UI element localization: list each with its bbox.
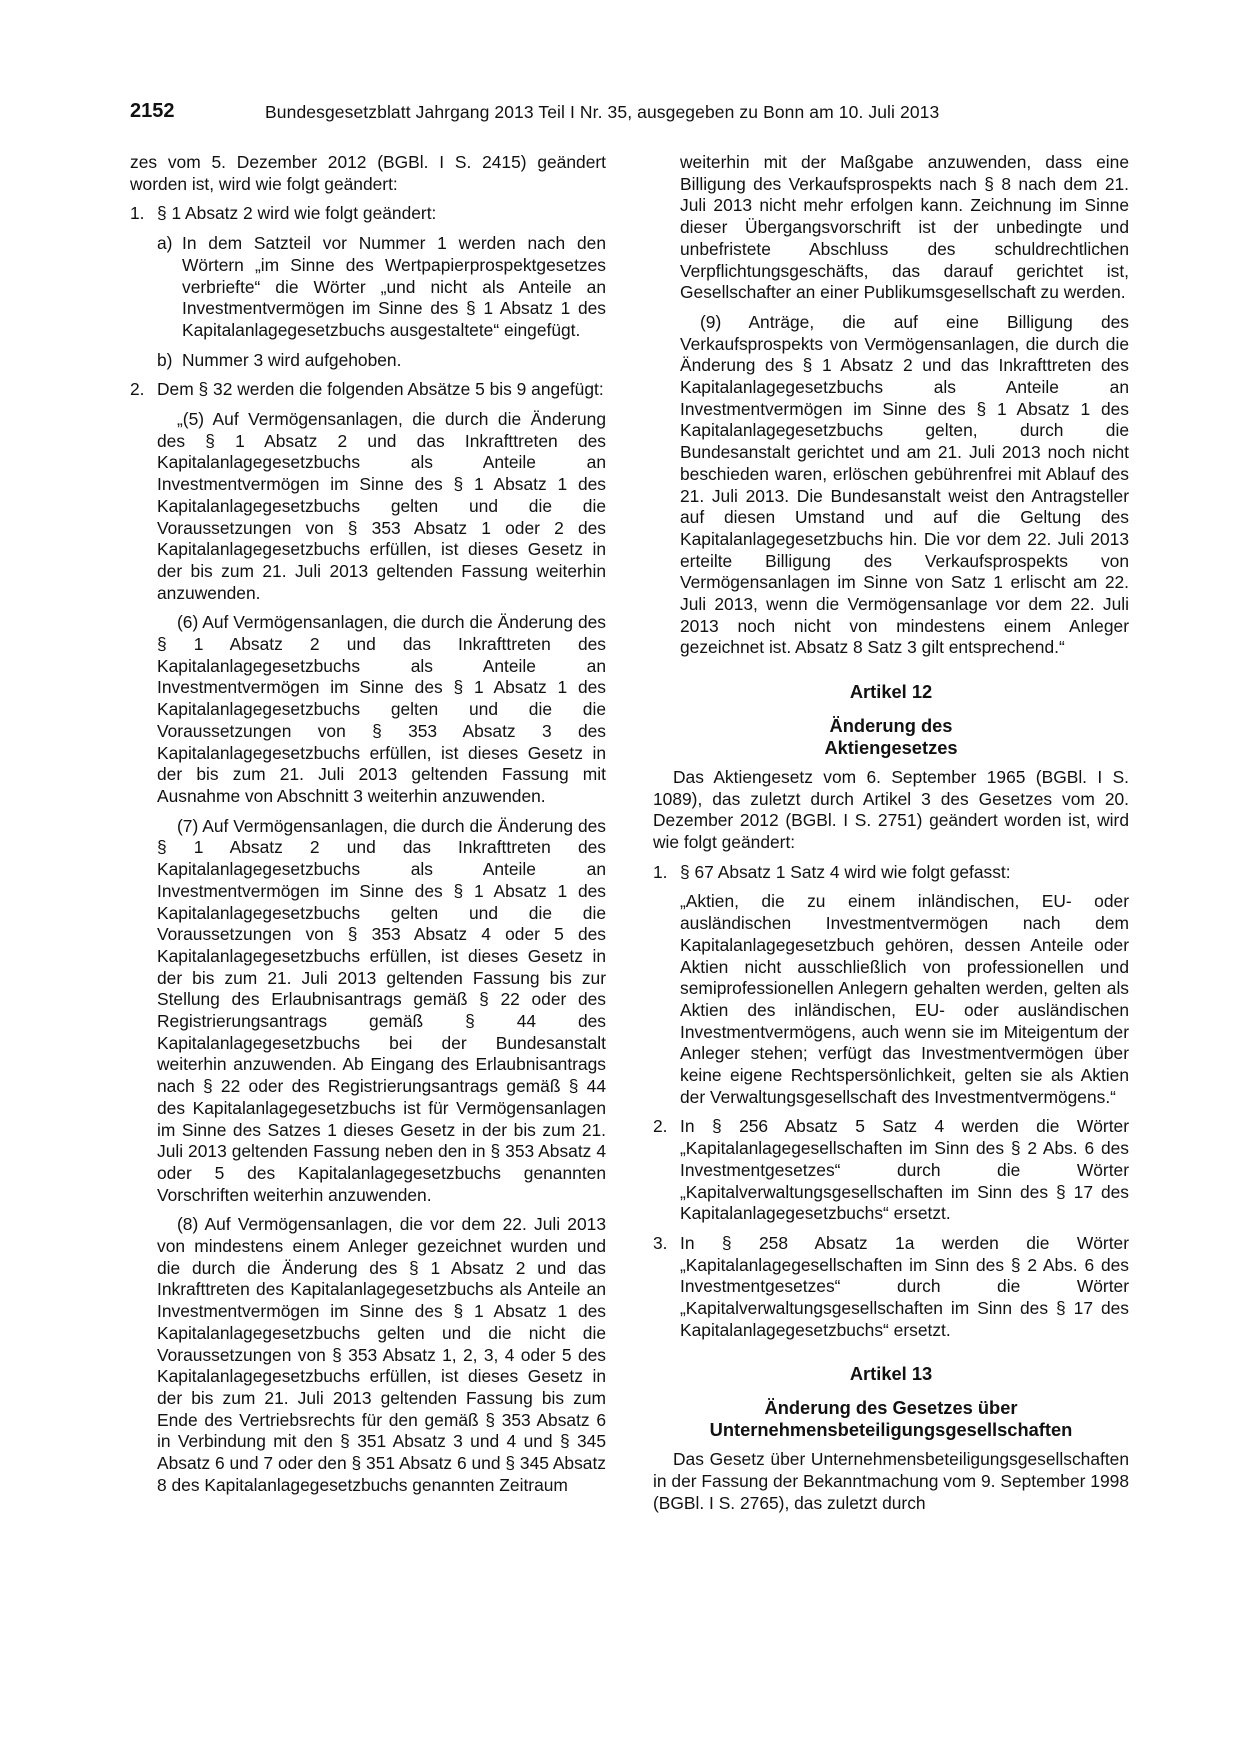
gazette-title: Bundesgesetzblatt Jahrgang 2013 Teil I Nr. 35, ausgegeben zu Bonn am 10. Juli 2013	[265, 102, 940, 122]
item-number: 3.	[653, 1232, 668, 1253]
item-number: 2.	[130, 379, 145, 400]
paragraph-abs6: (6) Auf Vermögensanlagen, die durch die Änderung des § 1 Absatz 2 und das Inkrafttreten des Kapitalanlagegesetzbuchs als Anteile an Investmentvermögen im Sinne des § 1 Absatz 1 des Kapitalanlagegesetzbuchs gelten und die die Voraussetzungen von § 353 Absatz 3 des Kapitalanlagegesetzbuchs erfüllen, ist dieses Gesetz in der bis zum 21. Juli 2013 geltenden Fassung mit Ausnahme von Abschnitt 3 weiterhin anzuwenden.	[157, 612, 606, 806]
page-number: 2152	[130, 100, 175, 122]
list-item-1	[130, 203, 606, 225]
article-13-title-line1: Änderung des Gesetzes über	[764, 1397, 1018, 1419]
item-number: 1.	[653, 861, 668, 882]
item-text: § 1 Absatz 2 wird wie folgt geändert:	[157, 203, 437, 224]
article-12-title-line2: Aktiengesetzes	[824, 736, 958, 758]
item-number: 1.	[130, 203, 145, 224]
item-text: In § 256 Absatz 5 Satz 4 werden die Wörter „Kapitalanlagegesellschaften im Sinn des § 2 Abs. 6 des Investmentgesetzes“ durch die Wörter „Kapitalverwaltungsgesellschaften im Sinn des § 17 des Kapitalanlagegesetzbuchs“ ersetzt.	[680, 1116, 1129, 1224]
sub-item-text: In dem Satzteil vor Nummer 1 werden nach den Wörtern „im Sinne des Wertpapierprospektgesetzes verbriefte“ die Wörter „und nicht als Anteile an Investmentvermögen im Sinne des § 1 Absatz 1 des Kapitalanlagegesetzbuchs ausgestaltete“ eingefügt.	[182, 233, 606, 340]
paragraph-abs7: (7) Auf Vermögensanlagen, die durch die Änderung des § 1 Absatz 2 und das Inkrafttreten des Kapitalanlagegesetzbuchs als Anteile an Investmentvermögen im Sinne des § 1 Absatz 1 des Kapitalanlagegesetzbuchs gelten und die die Voraussetzungen von § 353 Absatz 4 oder 5 des Kapitalanlagegesetzbuchs erfüllen, ist dieses Gesetz in der bis zum 21. Juli 2013 geltenden Fassung bis zur Stellung des Erlaubnisantrags gemäß § 22 oder des Registrierungsantrags gemäß § 44 des Kapitalanlagegesetzbuchs bei der Bundesanstalt weiterhin anzuwenden. Ab Eingang des Erlaubnisantrags nach § 22 oder des Registrierungsantrags gemäß § 44 des Kapitalanlagegesetzbuchs ist für Vermögensanlagen im Sinne des Satzes 1 dieses Gesetz in der bis zum 21. Juli 2013 geltenden Fassung neben den in § 353 Absatz 4 oder 5 des Kapitalanlagegesetzbuchs genannten Vorschriften weiterhin anzuwenden.	[157, 815, 606, 1205]
sub-item-text: Nummer 3 wird aufgehoben.	[182, 349, 402, 370]
paragraph-abs8: (8) Auf Vermögensanlagen, die vor dem 22. Juli 2013 von mindestens einem Anleger gezeichnet wurden und die durch die Änderung des § 1 Absatz 2 und das Inkrafttreten des Kapitalanlagegesetzbuchs als Anteile an Investmentvermögen im Sinne des § 1 Absatz 1 des Kapitalanlagegesetzbuchs gelten und die nicht die Voraussetzungen von § 353 Absatz 1, 2, 3, 4 oder 5 des Kapitalanlagegesetzbuchs erfüllen, ist dieses Gesetz in der bis zum 21. Juli 2013 geltenden Fassung bis zum Ende des Vertriebsrechts für den gemäß § 353 Absatz 6 in Verbindung mit den § 351 Absatz 3 und 4 und § 345 Absatz 6 und 7 oder den § 351 Absatz 6 und § 345 Absatz 8 des Kapitalanlagegesetzbuchs genannten Zeitraum	[157, 1214, 606, 1495]
sub-item-a	[130, 233, 606, 342]
paragraph-abs8-continued: weiterhin mit der Maßgabe anzuwenden, dass eine Billigung des Verkaufsprospekts nach § 8 nach dem 21. Juli 2013 nicht mehr erfolgen kann. Zeichnung im Sinne dieser Übergangsvorschrift ist der unbedingte und unbefristete Abschluss des schuldrechtlichen Verpflichtungsgeschäfts, das darauf gerichtet ist, Gesellschafter an einer Publikumsgesellschaft zu werden.	[680, 152, 1129, 303]
item-text: Dem § 32 werden die folgenden Absätze 5 bis 9 angefügt:	[157, 379, 604, 400]
sub-item-b	[130, 350, 606, 372]
article-13-title	[653, 1397, 1129, 1441]
article-12-title	[653, 715, 1129, 759]
right-column	[653, 152, 1129, 1522]
item-text: § 67 Absatz 1 Satz 4 wird wie folgt gefasst:	[680, 861, 1011, 882]
article-13-title-line2: Unternehmensbeteiligungsgesellschaften	[709, 1419, 1073, 1441]
paragraph-abs5: „(5) Auf Vermögensanlagen, die durch die Änderung des § 1 Absatz 2 und das Inkrafttreten des Kapitalanlagegesetzbuchs als Anteile an Investmentvermögen im Sinne des § 1 Absatz 1 des Kapitalanlagegesetzbuchs gelten und die die Voraussetzungen von § 353 Absatz 1 oder 2 des Kapitalanlagegesetzbuchs erfüllen, ist dieses Gesetz in der bis zum 21. Juli 2013 geltenden Fassung weiterhin anzuwenden.	[157, 409, 606, 603]
intro-paragraph: zes vom 5. Dezember 2012 (BGBl. I S. 2415) geändert worden ist, wird wie folgt geändert:	[130, 152, 606, 194]
paragraph-abs9: (9) Anträge, die auf eine Billigung des Verkaufsprospekts von Vermögensanlagen, die durch die Änderung des § 1 Absatz 2 und das Inkrafttreten des Kapitalanlagegesetzbuchs als Anteile an Investmentvermögen im Sinne des § 1 Absatz 1 des Kapitalanlagegesetzbuchs gelten, durch die Bundesanstalt gerichtet und am 21. Juli 2013 noch nicht beschieden waren, erlöschen gebührenfrei mit Ablauf des 21. Juli 2013. Die Bundesanstalt weist den Antragsteller auf diesen Umstand und auf die Geltung des Kapitalanlagegesetzbuchs hin. Die vor dem 22. Juli 2013 erteilte Billigung des Verkaufsprospekts von Vermögensanlagen im Sinne von Satz 1 erlischt am 22. Juli 2013, wenn die Vermögensanlage vor dem 22. Juli 2013 noch nicht von mindestens einem Anleger gezeichnet ist. Absatz 8 Satz 3 gilt entsprechend.“	[680, 311, 1129, 658]
article-12-heading: Artikel 12	[849, 681, 933, 703]
item-text: In § 258 Absatz 1a werden die Wörter „Kapitalanlagegesellschaften im Sinn des § 2 Abs. 6 des Investmentgesetzes“ durch die Wörter „Kapitalverwaltungsgesellschaften im Sinn des § 17 des Kapitalanlagegesetzbuchs“ ersetzt.	[680, 1232, 1129, 1340]
sub-item-letter: b)	[157, 349, 173, 370]
article-12-item-2	[653, 1116, 1129, 1225]
article-12-item-1-quote: „Aktien, die zu einem inländischen, EU- oder ausländischen Investmentvermögen nach dem Kapitalanlagegesetzbuch gehören, dessen Anteile oder Aktien nicht ausschließlich von professionellen und semiprofessionellen Anlegern gehalten werden, gelten als Aktien des inländischen, EU- oder ausländischen Investmentvermögens, auch wenn sie im Miteigentum der Anleger stehen; verfügt das Investmentvermögen über keine eigene Rechtspersönlichkeit, gelten sie als Aktien der Verwaltungsgesellschaft des Investmentvermögens.“	[680, 891, 1129, 1107]
article-12-title-line1: Änderung des	[829, 714, 953, 736]
sub-item-letter: a)	[157, 233, 173, 254]
article-13-heading: Artikel 13	[849, 1363, 933, 1385]
article-12-intro: Das Aktiengesetz vom 6. September 1965 (BGBl. I S. 1089), das zuletzt durch Artikel 3 des Gesetzes vom 20. Dezember 2012 (BGBl. I S. 2751) geändert worden ist, wird wie folgt geändert:	[653, 766, 1129, 852]
article-12-item-1	[653, 862, 1129, 884]
list-item-2	[130, 379, 606, 401]
article-13-intro: Das Gesetz über Unternehmensbeteiligungsgesellschaften in der Fassung der Bekanntmachung vom 9. September 1998 (BGBl. I S. 2765), das zuletzt durch	[653, 1449, 1129, 1513]
item-number: 2.	[653, 1116, 668, 1137]
article-12-item-3	[653, 1233, 1129, 1342]
left-column	[130, 152, 606, 1504]
page-header	[130, 100, 1115, 130]
